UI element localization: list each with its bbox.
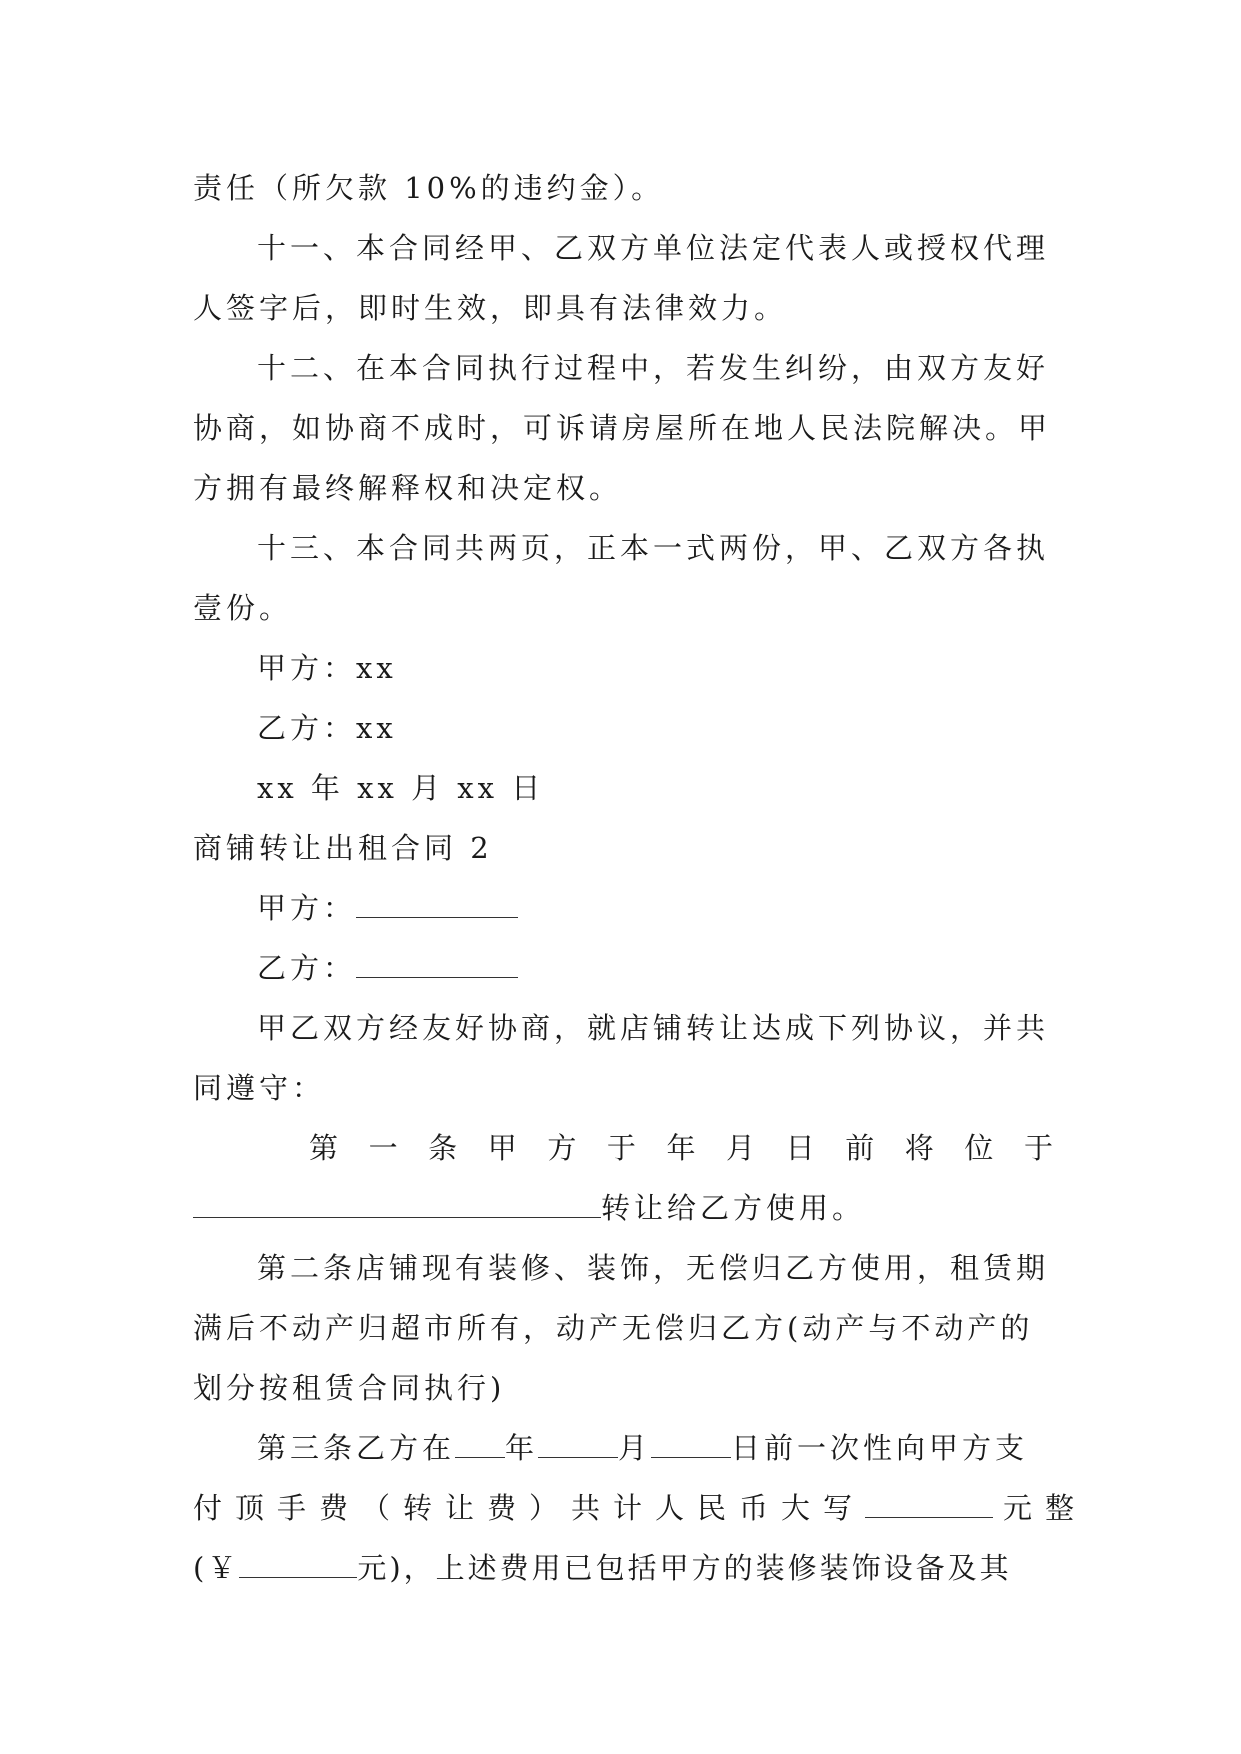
article-3-line-2 xyxy=(193,1478,1088,1538)
article-1-char: 一 xyxy=(368,1131,398,1165)
agreement-line-2: 同遵守： xyxy=(193,1071,326,1105)
year-blank xyxy=(455,1435,505,1458)
article-1-char: 方 xyxy=(547,1131,577,1165)
article-1-char: 将 xyxy=(904,1131,934,1165)
article-1-char: 月 xyxy=(726,1131,756,1165)
article-1-tail: 转让给乙方使用。 xyxy=(601,1191,866,1225)
signature-party-a: 甲方：xx xyxy=(257,651,397,685)
article-1-char: 于 xyxy=(1023,1131,1053,1165)
day-blank xyxy=(651,1435,731,1458)
party-b-blank xyxy=(356,955,518,978)
agreement-line-1: 甲乙双方经友好协商，就店铺转让达成下列协议，并共 xyxy=(257,1011,1050,1045)
signature-date: xx 年 xx 月 xx 日 xyxy=(257,771,545,805)
clause-11-line-1: 十一、本合同经甲、乙双方单位法定代表人或授权代理 xyxy=(257,231,1050,265)
document-page xyxy=(193,158,1088,1598)
party-b-line xyxy=(193,938,1053,998)
article-3-prefix: 第三条乙方在 xyxy=(257,1431,456,1465)
article-2-line-3: 划分按租赁合同执行) xyxy=(193,1371,506,1405)
article-3-year-label: 年 xyxy=(505,1431,539,1465)
article-3-day-tail: 日前一次性向甲方支 xyxy=(731,1431,1029,1465)
article-3-fee-unit: 元整 xyxy=(1003,1491,1088,1525)
clause-13-line-2: 壹份。 xyxy=(193,591,293,625)
location-blank xyxy=(193,1195,601,1218)
party-a-blank xyxy=(356,895,518,918)
text-line-1: 责任（所欠款 10%的违约金）。 xyxy=(193,171,665,205)
article-1-char: 甲 xyxy=(487,1131,517,1165)
fee-uppercase-blank xyxy=(865,1495,993,1518)
party-b-label: 乙方： xyxy=(257,951,357,985)
article-3-amount-prefix: (￥ xyxy=(193,1551,240,1585)
article-1-char: 于 xyxy=(606,1131,636,1165)
article-3-amount-tail: 元)，上述费用已包括甲方的装修装饰设备及其 xyxy=(357,1551,1012,1585)
article-1-char: 条 xyxy=(428,1131,458,1165)
article-1-char: 前 xyxy=(845,1131,875,1165)
fee-amount-blank xyxy=(239,1555,357,1578)
article-1-line-1 xyxy=(193,1118,1053,1178)
section-title: 商铺转让出租合同 2 xyxy=(193,831,493,865)
month-blank xyxy=(538,1435,618,1458)
clause-13-line-1: 十三、本合同共两页，正本一式两份，甲、乙双方各执 xyxy=(257,531,1050,565)
article-2-line-1: 第二条店铺现有装修、装饰，无偿归乙方使用，租赁期 xyxy=(257,1251,1050,1285)
clause-12-line-1: 十二、在本合同执行过程中，若发生纠纷，由双方友好 xyxy=(257,351,1050,385)
article-1-char: 位 xyxy=(964,1131,994,1165)
clause-12-line-3: 方拥有最终解释权和决定权。 xyxy=(193,471,623,505)
article-3-line-1 xyxy=(193,1418,1053,1478)
party-a-line xyxy=(193,878,1053,938)
clause-11-line-2: 人签字后，即时生效，即具有法律效力。 xyxy=(193,291,788,325)
article-1-char: 日 xyxy=(785,1131,815,1165)
article-2-line-2: 满后不动产归超市所有，动产无偿归乙方(动产与不动产的 xyxy=(193,1311,1034,1345)
article-3-month-label: 月 xyxy=(618,1431,652,1465)
article-3-fee-text: 付顶手费（转让费）共计人民币大写 xyxy=(193,1491,866,1525)
article-3-line-3 xyxy=(193,1538,1053,1598)
party-a-label: 甲方： xyxy=(257,891,357,925)
article-1-char: 第 xyxy=(309,1131,339,1165)
signature-party-b: 乙方：xx xyxy=(257,711,397,745)
article-1-line-2 xyxy=(193,1178,1053,1238)
clause-12-line-2: 协商，如协商不成时，可诉请房屋所在地人民法院解决。甲 xyxy=(193,411,1052,445)
article-1-char: 年 xyxy=(666,1131,696,1165)
